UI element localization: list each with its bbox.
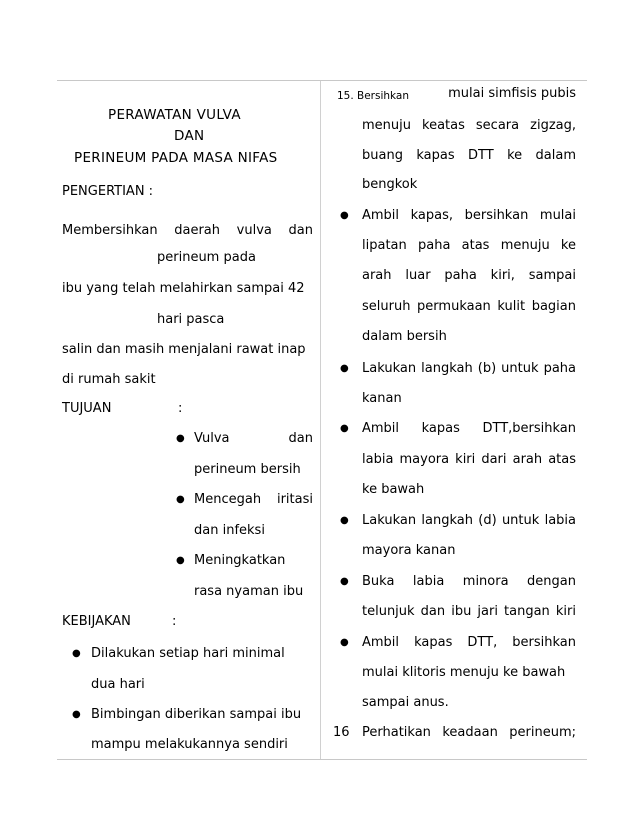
bullet-icon: ● [176, 494, 185, 505]
word: dan [288, 223, 313, 238]
tujuan-item-1 [194, 431, 313, 447]
tujuan-item-2 [194, 492, 313, 508]
kebijakan-item-1: Dilakukan setiap hari minimal [91, 646, 285, 661]
pengertian-line-5: salin dan masih menjalani rawat inap [62, 342, 306, 357]
kebijakan-item-2-cont: mampu melakukannya sendiri [91, 737, 288, 752]
step-16-line-1: Perhatikan keadaan perineum; [362, 725, 576, 740]
kebijakan-item-1-cont: dua hari [91, 677, 145, 692]
kebijakan-label: KEBIJAKAN [62, 614, 131, 629]
word: daerah [174, 223, 221, 238]
title-line-3: PERINEUM PADA MASA NIFAS [74, 150, 278, 166]
tujuan-colon: : [178, 401, 183, 416]
bullet-4-line-2: mayora kanan [362, 543, 456, 558]
pengertian-label: PENGERTIAN : [62, 184, 154, 199]
word: Membersihkan [62, 223, 158, 238]
step-number-15: 15. [337, 90, 354, 102]
bullet-icon: ● [340, 637, 349, 648]
title-line-2: DAN [174, 128, 205, 144]
tujuan-item-1-cont: perineum bersih [194, 462, 301, 477]
bullet-6-line-2: mulai klitoris menuju ke bawah [362, 665, 566, 680]
word: Vulva [194, 431, 230, 446]
bullet-1-line-2: lipatan paha atas menuju ke [362, 238, 576, 253]
word: dan [288, 431, 313, 446]
kebijakan-colon: : [172, 614, 177, 629]
pengertian-line-4: hari pasca [157, 312, 225, 327]
bullet-6-line-3: sampai anus. [362, 695, 449, 710]
bullet-3-line-2: labia mayora kiri dari arah atas [362, 452, 576, 467]
word: Mencegah [194, 492, 262, 507]
bullet-icon: ● [340, 515, 349, 526]
bullet-4-line-1: Lakukan langkah (d) untuk labia [362, 513, 576, 528]
step-15-first-word: Bersihkan [357, 90, 410, 102]
kebijakan-item-2: Bimbingan diberikan sampai ibu [91, 707, 302, 722]
column-divider [320, 81, 321, 759]
bullet-1-line-3: arah luar paha kiri, sampai [362, 268, 576, 283]
bullet-icon: ● [72, 648, 81, 659]
tujuan-item-2-cont: dan infeksi [194, 523, 265, 538]
bullet-2-line-2: kanan [362, 391, 402, 406]
bullet-icon: ● [340, 423, 349, 434]
step-number-16: 16 [333, 725, 350, 740]
step-15-line-2: menuju keatas secara zigzag, [362, 118, 576, 133]
bullet-icon: ● [72, 709, 81, 720]
pengertian-line-1 [62, 223, 313, 239]
bullet-3-line-3: ke bawah [362, 482, 425, 497]
bullet-icon: ● [176, 555, 185, 566]
step-15-line-3: buang kapas DTT ke dalam [362, 148, 576, 163]
tujuan-item-3: Meningkatkan [194, 553, 286, 568]
step-15-line-4: bengkok [362, 177, 418, 192]
bullet-icon: ● [340, 210, 349, 221]
tujuan-item-3-cont: rasa nyaman ibu [194, 584, 304, 599]
step-15-line-1: mulai simfisis pubis [448, 86, 576, 101]
bullet-1-line-4: seluruh permukaan kulit bagian [362, 299, 576, 314]
bullet-3-line-1: Ambil kapas DTT,bersihkan [362, 421, 576, 436]
bullet-1-line-1: Ambil kapas, bersihkan mulai [362, 208, 576, 223]
bullet-2-line-1: Lakukan langkah (b) untuk paha [362, 361, 576, 376]
bullet-icon: ● [176, 433, 185, 444]
bullet-icon: ● [340, 363, 349, 374]
bullet-6-line-1: Ambil kapas DTT, bersihkan [362, 635, 576, 650]
pengertian-line-6: di rumah sakit [62, 372, 156, 387]
tujuan-label: TUJUAN [62, 401, 112, 416]
title-line-1: PERAWATAN VULVA [108, 107, 241, 123]
bullet-1-line-5: dalam bersih [362, 329, 447, 344]
pengertian-line-3: ibu yang telah melahirkan sampai 42 [62, 281, 305, 296]
pengertian-line-2: perineum pada [157, 250, 256, 265]
bullet-icon: ● [340, 576, 349, 587]
bullet-5-line-2: telunjuk dan ibu jari tangan kiri [362, 604, 576, 619]
bullet-5-line-1: Buka labia minora dengan [362, 574, 576, 589]
word: iritasi [276, 492, 313, 507]
word: vulva [236, 223, 272, 238]
